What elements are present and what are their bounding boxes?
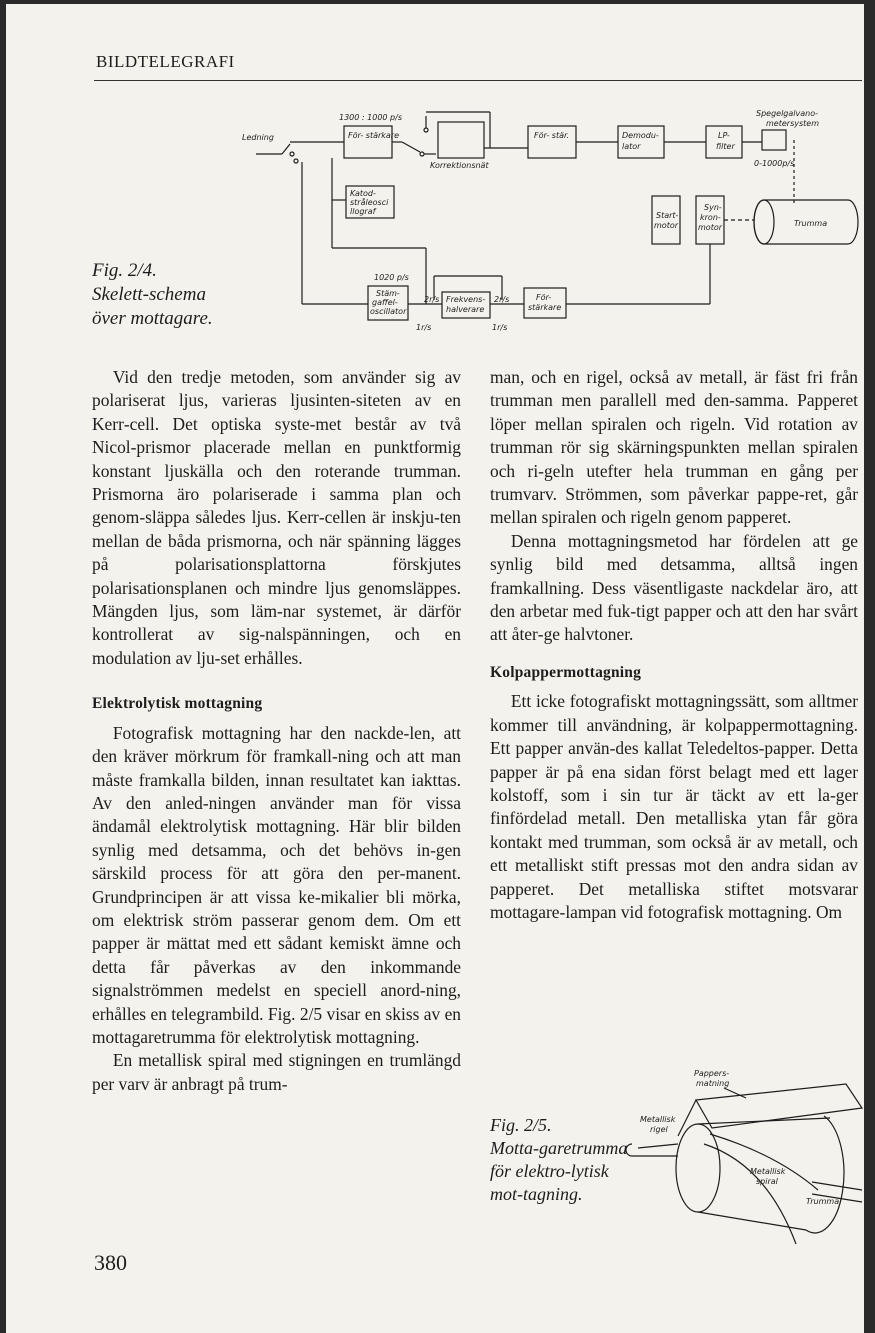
label-ledning: Ledning bbox=[242, 133, 274, 142]
label-korrektionsnat: Korrektionsnät bbox=[430, 161, 489, 170]
label-motor: motor bbox=[654, 221, 679, 230]
label-filter: filter bbox=[716, 142, 735, 151]
paragraph-rigel: man, och en rigel, också av metall, är fäst fri från trumman men parallell med den‑samma. Papperet löper mellan spiralen och rigeln. Vid rotation av trumman rör sig skärningspunkten mellan spiralen och ri‑geln utefter hela trumman en gång per trumvarv. Strömmen, som påverkar pappe‑ret, går mellan spiralen och rigeln genom papperet. bbox=[490, 367, 858, 528]
label-stam-2: gaffel- bbox=[372, 298, 398, 307]
figure-2-4-caption: Fig. 2/4. Skelett‑schema över mottagare. bbox=[92, 260, 213, 329]
label-katod-3: llograf bbox=[350, 207, 376, 216]
running-title: BILDTELEGRAFI bbox=[96, 52, 235, 71]
label-pappersmatning: Pappers- bbox=[694, 1069, 730, 1078]
label-forstarkare-2: För- stär. bbox=[534, 131, 570, 140]
heading-elektrolytisk: Elektrolytisk mottagning bbox=[92, 695, 263, 713]
label-frek-1: Frekvens- bbox=[446, 295, 486, 304]
paragraph-fotografisk: Fotografisk mottagning har den nackde‑len, att den kräver mörkrum för framkall‑ning och att man måste framkalla bilden, innan resultatet kan iakttas. Av den anled‑ningen använder man för vissa ändamål elektrolytisk mottagning. Här blir bilden synlig med detsamma, och det behövs in‑gen särskild process för att göra den per‑manent. Grundprincipen är att vissa ke‑mikalier bli mörka, om elektrisk ström passerar genom dem. Om ett papper är mättat med ett sådant kemiskt ämne och detta får påverkas av den inkommande signalströmmen medelst en speciell anord‑ning, erhålles en telegrambild. Fig. 2/5 visar en skiss av en mottagaretrumma för elektrolytisk mottagning. bbox=[92, 722, 461, 1047]
right-column bbox=[490, 366, 858, 924]
label-rigel: rigel bbox=[650, 1125, 668, 1134]
page-number: 380 bbox=[94, 1250, 127, 1275]
label-pappersmatning-2: matning bbox=[696, 1079, 730, 1088]
label-demodulator: Demodu- bbox=[622, 131, 659, 140]
label-demodulator-2: lator bbox=[622, 142, 641, 151]
book-page bbox=[6, 4, 864, 1333]
label-spiral: spiral bbox=[756, 1177, 778, 1186]
label-spegel-2: metersystem bbox=[766, 119, 819, 128]
label-r1s-b: 1r/s bbox=[492, 323, 508, 332]
label-rate-1020: 1020 p/s bbox=[374, 273, 409, 282]
label-metallisk-rigel: Metallisk bbox=[640, 1115, 676, 1124]
label-syn: Syn- bbox=[704, 203, 722, 212]
paragraph-fordelen: Denna mottagningsmetod har fördelen att ge synlig bild med detsamma, alltså ingen framkallning. Dess väsentligaste nackdelar äro, att den arbetar med fuk‑tigt papper och att den har svårt att åter‑ge halvtoner. bbox=[490, 530, 858, 645]
label-forst3-2: stärkare bbox=[528, 303, 562, 312]
block-korrektionsnat bbox=[438, 122, 484, 158]
label-forstarkare-1: För- stärkare bbox=[348, 131, 400, 140]
label-motor-2: motor bbox=[698, 223, 723, 232]
label-r1s-a: 1r/s bbox=[416, 323, 432, 332]
label-rate-lp: 0-1000p/s bbox=[754, 159, 795, 168]
paragraph-kolpapper: Ett icke fotografiskt mottagningssätt, som alltmer kommer till användning, är kolpappermottagning. Ett papper använ‑des kallat Teledeltos‑papper. Detta papper är på ena sidan först belagt med ett lager kolstoff, som i sin tur är täckt av ett la‑ger finfördelad metall. Den metalliska ytan får göra kontakt med trumman, som också är av metall, och ett metalliskt stift pressas mot den andra sidan av papperet. Det metalliska stiftet motsvarar mottagare‑lampan vid fotografisk mottagning. Om bbox=[490, 691, 858, 922]
block-spegel bbox=[762, 130, 786, 150]
label-trumma-2: Trumma bbox=[806, 1197, 840, 1206]
paragraph-metallisk-spiral: En metallisk spiral med stigningen en trumlängd per varv är anbragt på trum‑ bbox=[92, 1050, 461, 1094]
label-metallisk-spiral: Metallisk bbox=[750, 1167, 786, 1176]
label-lp: LP- bbox=[718, 131, 730, 140]
label-stam-1: Stäm- bbox=[376, 289, 400, 298]
label-rate-top: 1300 : 1000 p/s bbox=[339, 113, 402, 122]
block-startmotor bbox=[652, 196, 680, 244]
label-kron: kron- bbox=[700, 213, 721, 222]
label-katod-2: stråleosci bbox=[350, 198, 389, 207]
label-forst3-1: För- bbox=[536, 293, 552, 302]
label-start: Start- bbox=[656, 211, 679, 220]
label-spegel: Spegelgalvano- bbox=[756, 109, 818, 118]
heading-kolpapper: Kolpappermottagning bbox=[490, 663, 642, 681]
label-r2s-a: 2r/s bbox=[424, 295, 440, 304]
label-katod-1: Katod- bbox=[350, 189, 376, 198]
label-r2s-b: 2r/s bbox=[494, 295, 510, 304]
label-trumma: Trumma bbox=[794, 219, 828, 228]
left-column bbox=[92, 366, 461, 1096]
label-stam-3: oscillator bbox=[370, 307, 407, 316]
label-frek-2: halverare bbox=[446, 305, 485, 314]
paragraph-kerr-cell: Vid den tredje metoden, som använder sig av polariserat ljus, varieras ljusinten‑siteten av en Kerr‑cell. Det optiska syste‑met består av två Nicol‑prismor placerade mellan en punktformig konstant ljuskälla och den roterande trumman. Prismorna äro polariserade i samma plan och genom‑släppa således ljus. Kerr‑cellen är inskju‑ten mellan de båda prismorna, och när spänning lägges på polarisationsplattorna förskjutes polarisationsplanen och mindre ljus genomsläppes. Mängden ljus, som läm‑nar systemet, är därför kontrollerat av sig‑nalspänningen, och en modulation av lju‑set erhålles. bbox=[92, 367, 461, 668]
figure-2-5-caption: Fig. 2/5. Motta‑garetrumma för elektro‑lytisk mot‑tagning. bbox=[490, 1115, 628, 1204]
